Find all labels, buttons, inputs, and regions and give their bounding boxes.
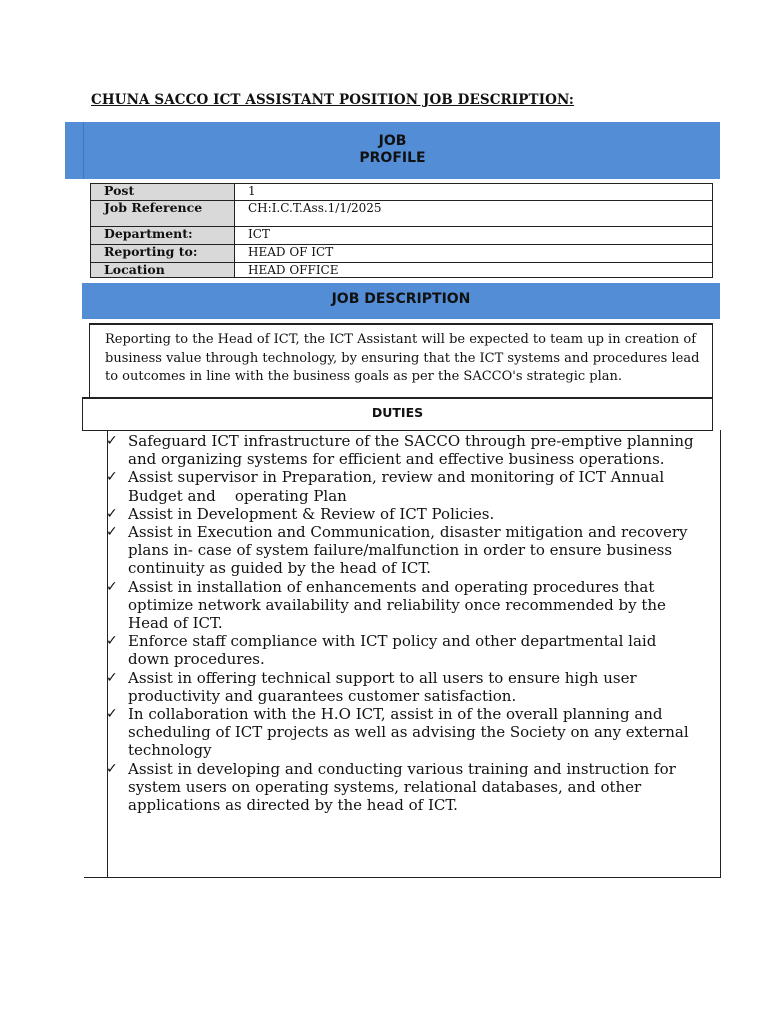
job-profile-header (65, 122, 720, 179)
job-profile-header-line2: PROFILE (359, 150, 426, 166)
duties-header: DUTIES (82, 397, 713, 431)
post-label: Post (91, 184, 235, 201)
document-title: CHUNA SACCO ICT ASSISTANT POSITION JOB DESCRIPTION: (91, 92, 575, 108)
duty-text: Assist in offering technical support to all users to ensure high user productivity and guarantees customer satisfaction. (128, 668, 637, 705)
job-profile-table (90, 183, 713, 278)
job-description-header (82, 283, 720, 319)
job-reference-value: CH:I.C.T.Ass.1/1/2025 (235, 201, 713, 227)
reporting-to-label: Reporting to: (91, 245, 235, 263)
list-item (108, 669, 698, 705)
checkmark-icon: ✓ (106, 433, 118, 449)
list-item (108, 523, 698, 578)
checkmark-icon: ✓ (106, 524, 118, 541)
table-row (91, 263, 713, 278)
table-row (91, 245, 713, 263)
job-reference-label: Job Reference (91, 201, 235, 227)
table-row (91, 201, 713, 227)
job-description-text: Reporting to the Head of ICT, the ICT Assistant will be expected to team up in creation of business value through technology, by ensuring that the ICT systems and procedures lead to outcomes in line with the business goals as per the SACCO's strategic plan. (105, 332, 700, 384)
list-item (108, 505, 698, 523)
checkmark-icon: ✓ (106, 706, 118, 723)
reporting-to-value: HEAD OF ICT (235, 245, 713, 263)
list-item (108, 468, 698, 504)
duty-text: Assist in Execution and Communication, disaster mitigation and recovery plans in- case of system failure/malfunction in order to ensure business continuity as guided by the head of ICT. (128, 523, 688, 578)
job-description-header-text: JOB DESCRIPTION (331, 291, 471, 307)
duty-text: Assist in developing and conducting various training and instruction for system users on operating systems, relational databases, and other applications as directed by the head of ICT. (128, 759, 676, 815)
checkmark-icon: ✓ (106, 669, 118, 686)
department-label: Department: (91, 227, 235, 245)
job-profile-header-line1: JOB (378, 133, 407, 149)
checkmark-icon: ✓ (106, 469, 118, 486)
duty-text: Enforce staff compliance with ICT policy and other departmental laid down procedures. (128, 632, 657, 669)
department-value: ICT (235, 227, 713, 245)
duties-list (108, 432, 698, 814)
list-item (108, 578, 698, 633)
list-item (108, 705, 698, 760)
duties-box (107, 430, 721, 878)
list-item (108, 760, 698, 815)
duty-text: Assist in installation of enhancements and operating procedures that optimize network availability and reliability once recommended by the Head of ICT. (128, 577, 666, 633)
duty-text: In collaboration with the H.O ICT, assist in of the overall planning and scheduling of ICT projects as well as advising the Society on any external technology (128, 705, 689, 760)
checkmark-icon: ✓ (106, 633, 118, 650)
table-row (91, 184, 713, 201)
list-item (108, 432, 698, 468)
checkmark-icon: ✓ (106, 760, 118, 777)
location-value: HEAD OFFICE (235, 263, 713, 278)
location-label: Location (91, 263, 235, 278)
duty-text: Assist supervisor in Preparation, review and monitoring of ICT Annual Budget and operating Plan (128, 468, 669, 505)
post-value: 1 (235, 184, 713, 201)
checkmark-icon: ✓ (106, 505, 118, 522)
table-bottom-border (84, 877, 108, 878)
job-description-box (89, 323, 713, 399)
duty-text: Safeguard ICT infrastructure of the SACCO through pre-emptive planning and organizing systems for efficient and effective business operations. (128, 432, 694, 469)
checkmark-icon: ✓ (106, 578, 118, 595)
table-row (91, 227, 713, 245)
list-item (108, 632, 698, 668)
duty-text: Assist in Development & Review of ICT Policies. (128, 504, 495, 523)
